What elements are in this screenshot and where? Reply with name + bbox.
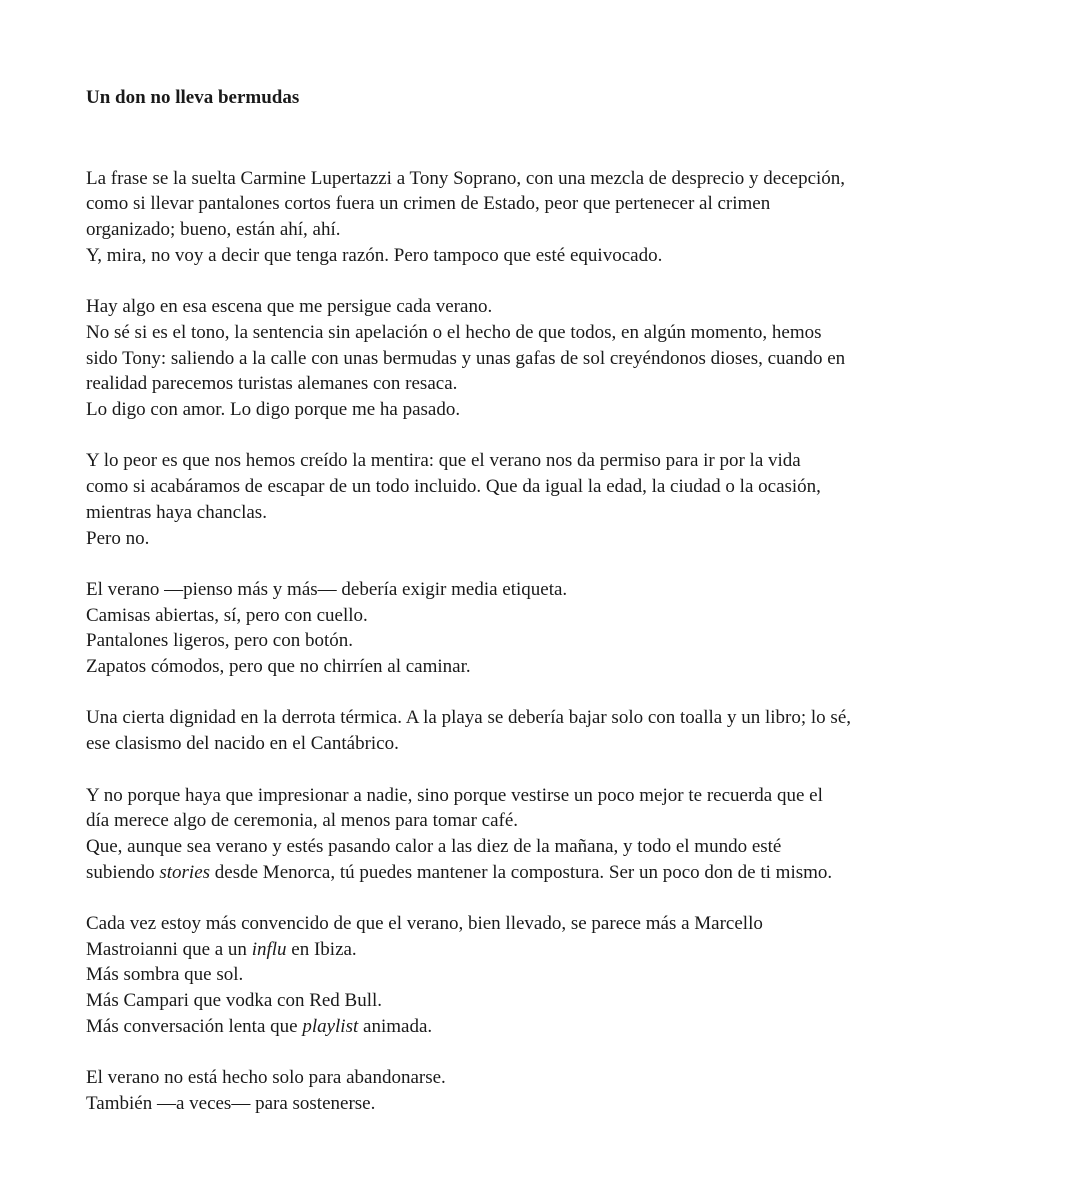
document-page [86,85,966,1142]
text-line: Y, mira, no voy a decir que tenga razón. Pero tampoco que esté equivocado. [86,244,663,266]
text-line: Más sombra que sol. [86,964,244,986]
italic-word: playlist [302,1015,359,1037]
text-line: Y lo peor es que nos hemos creído la mentira: que el verano nos da permiso para ir por la vida [86,450,801,472]
text-line: Más Campari que vodka con Red Bull. [86,990,383,1012]
text-line: Camisas abiertas, sí, pero con cuello. [86,604,368,626]
text-line: Pero no. [86,527,150,549]
italic-word: stories [159,861,211,883]
text-line: Cada vez estoy más convencido de que el verano, bien llevado, se parece más a Marcello [86,913,763,934]
text-line: día merece algo de ceremonia, al menos para tomar café. [86,810,519,832]
paragraph-8 [86,1065,966,1116]
text-line: Hay algo en esa escena que me persigue cada verano. [86,296,493,318]
italic-word: influ [251,938,287,960]
paragraph-7 [86,911,966,1040]
text-line: Que, aunque sea verano y estés pasando calor a las diez de la mañana, y todo el mundo esté [86,835,782,857]
article-title: Un don no lleva bermudas [86,87,300,108]
text-line: También —a veces— para sostenerse. [86,1092,376,1114]
text-line: realidad parecemos turistas alemanes con resaca. [86,373,458,395]
text-line: No sé si es el tono, la sentencia sin apelación o el hecho de que todos, en algún momento, hemos [86,321,822,343]
paragraph-6 [86,783,966,886]
paragraph-5 [86,705,966,756]
paragraph-4 [86,577,966,680]
text-line: como si acabáramos de escapar de un todo incluido. Que da igual la edad, la ciudad o la ocasión, [86,476,821,498]
paragraph-2 [86,294,966,423]
text-segment: Más conversación lenta que [86,1015,303,1037]
text-line: Lo digo con amor. Lo digo porque me ha pasado. [86,399,461,421]
paragraph-1 [86,166,966,269]
text-line: organizado; bueno, están ahí, ahí. [86,219,341,241]
text-line-mixed [86,860,966,886]
text-segment: desde Menorca, tú puedes mantener la compostura. Ser un poco don de ti mismo. [210,861,833,883]
text-segment: animada. [358,1015,433,1037]
text-line: sido Tony: saliendo a la calle con unas bermudas y unas gafas de sol creyéndonos dioses, cuando en [86,347,846,369]
text-line: Y no porque haya que impresionar a nadie, sino porque vestirse un poco mejor te recuerda que el [86,784,823,806]
text-line: Una cierta dignidad en la derrota térmica. A la playa se debería bajar solo con toalla y un libro; lo sé, [86,707,852,729]
text-segment: subiendo [86,861,160,883]
text-line-mixed [86,937,966,963]
text-line: Pantalones ligeros, pero con botón. [86,630,354,652]
text-segment: en Ibiza. [286,938,357,960]
paragraph-3 [86,448,966,551]
text-segment: Mastroianni que a un [86,938,252,960]
text-line-mixed [86,1014,966,1040]
text-line: El verano no está hecho solo para abandonarse. [86,1067,446,1089]
text-line: Zapatos cómodos, pero que no chirríen al caminar. [86,656,471,678]
text-line: ese clasismo del nacido en el Cantábrico. [86,733,399,755]
text-line: mientras haya chanclas. [86,501,267,523]
text-line: como si llevar pantalones cortos fuera un crimen de Estado, peor que pertenecer al crimen [86,193,771,215]
text-line: La frase se la suelta Carmine Lupertazzi a Tony Soprano, con una mezcla de desprecio y decepción, [86,167,846,189]
text-line: El verano —pienso más y más— debería exigir media etiqueta. [86,578,568,600]
